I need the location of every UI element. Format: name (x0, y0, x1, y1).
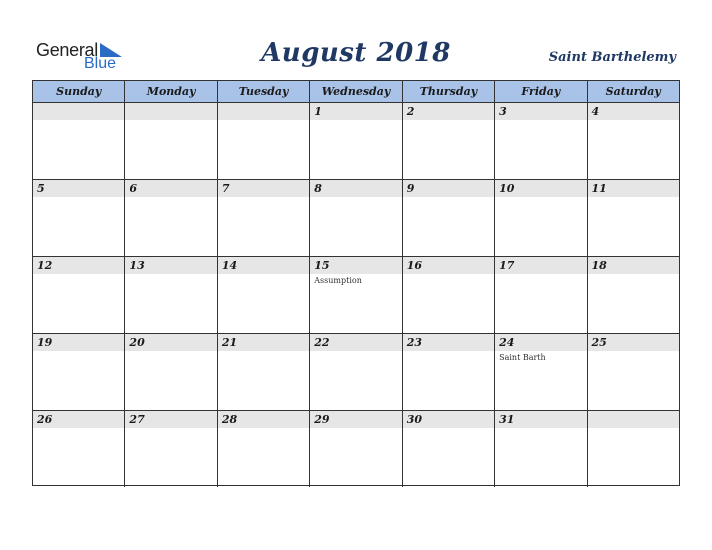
day-cell (495, 103, 587, 179)
day-cell (403, 103, 495, 179)
day-cell-header (403, 103, 494, 120)
day-number: 20 (129, 336, 145, 349)
weekday-header (33, 81, 679, 103)
day-cell-header (125, 103, 216, 120)
day-cell (403, 334, 495, 410)
day-number: 5 (37, 182, 45, 195)
weekday-sunday: Sunday (33, 81, 125, 102)
day-cell (403, 411, 495, 487)
day-number: 28 (221, 413, 238, 426)
country-name: Saint Barthelemy (548, 50, 676, 65)
day-number: 16 (406, 259, 422, 272)
day-number: 24 (499, 336, 515, 349)
day-number: 2 (406, 105, 415, 118)
day-number: 23 (406, 336, 422, 349)
day-cell (218, 257, 310, 333)
day-cell (403, 257, 495, 333)
day-number: 6 (129, 182, 138, 195)
day-cell (310, 103, 402, 179)
day-cell-header (588, 411, 679, 428)
day-number: 25 (591, 336, 607, 349)
day-cell (588, 411, 679, 487)
weekday-friday: Friday (495, 81, 587, 102)
day-number: 1 (314, 105, 322, 118)
day-cell (495, 257, 587, 333)
day-cell (495, 411, 587, 487)
day-number: 21 (221, 336, 238, 349)
day-number: 15 (314, 259, 330, 272)
day-cell (218, 103, 310, 179)
day-cell (33, 103, 125, 179)
day-cell (495, 180, 587, 256)
day-number: 14 (221, 259, 238, 272)
day-cell-header (218, 103, 309, 120)
logo-text-general: General (36, 40, 98, 60)
day-cell (310, 180, 402, 256)
day-number: 17 (499, 259, 515, 272)
day-number: 9 (406, 182, 415, 195)
day-number: 7 (221, 182, 230, 195)
calendar-title: August 2018 (261, 38, 451, 68)
calendar-week-row (33, 334, 679, 411)
day-cell (33, 180, 125, 256)
day-number: 29 (314, 413, 330, 426)
day-cell (125, 334, 217, 410)
day-cell-header (495, 103, 586, 120)
calendar-week-row (33, 411, 679, 487)
day-number: 27 (129, 413, 145, 426)
day-number: 22 (314, 336, 330, 349)
day-cell (33, 257, 125, 333)
calendar-week-row (33, 180, 679, 257)
day-number: 4 (591, 105, 600, 118)
day-cell (33, 334, 125, 410)
weeks-container (33, 103, 679, 487)
day-cell (218, 411, 310, 487)
calendar-grid (32, 80, 680, 486)
holiday-label: Saint Barth (499, 353, 546, 362)
day-number: 31 (499, 413, 515, 426)
day-cell (125, 180, 217, 256)
day-cell (588, 103, 679, 179)
weekday-wednesday: Wednesday (310, 81, 402, 102)
logo-text-blue: Blue (84, 55, 117, 72)
day-number: 11 (591, 182, 607, 195)
day-number: 12 (37, 259, 53, 272)
calendar-week-row (33, 257, 679, 334)
day-number: 10 (499, 182, 515, 195)
day-cell-header (218, 180, 309, 197)
weekday-saturday: Saturday (605, 85, 661, 98)
day-number: 18 (591, 259, 607, 272)
day-cell-header (125, 180, 216, 197)
day-cell (495, 334, 587, 410)
day-number: 13 (129, 259, 145, 272)
holiday-label: Assumption (314, 276, 362, 285)
day-cell (310, 411, 402, 487)
day-number: 8 (314, 182, 322, 195)
day-cell (588, 180, 679, 256)
weekday-thursday: Thursday (403, 81, 495, 102)
day-cell-header (33, 103, 124, 120)
day-number: 26 (37, 413, 53, 426)
day-cell-header (33, 180, 124, 197)
day-cell-header (310, 103, 401, 120)
day-cell-header (403, 180, 494, 197)
day-cell (403, 180, 495, 256)
day-number: 30 (406, 413, 422, 426)
calendar-week-row (33, 103, 679, 180)
day-cell (310, 257, 402, 333)
day-number: 3 (499, 105, 507, 118)
weekday-tuesday: Tuesday (218, 81, 310, 102)
day-cell-header (588, 103, 679, 120)
day-cell (125, 411, 217, 487)
day-number: 19 (37, 336, 53, 349)
day-cell (125, 257, 217, 333)
weekday-monday: Monday (125, 81, 217, 102)
day-cell (33, 411, 125, 487)
day-cell-header (310, 180, 401, 197)
day-cell (125, 103, 217, 179)
day-cell (588, 257, 679, 333)
day-cell (218, 180, 310, 256)
day-cell (588, 334, 679, 410)
day-cell (310, 334, 402, 410)
day-cell (218, 334, 310, 410)
